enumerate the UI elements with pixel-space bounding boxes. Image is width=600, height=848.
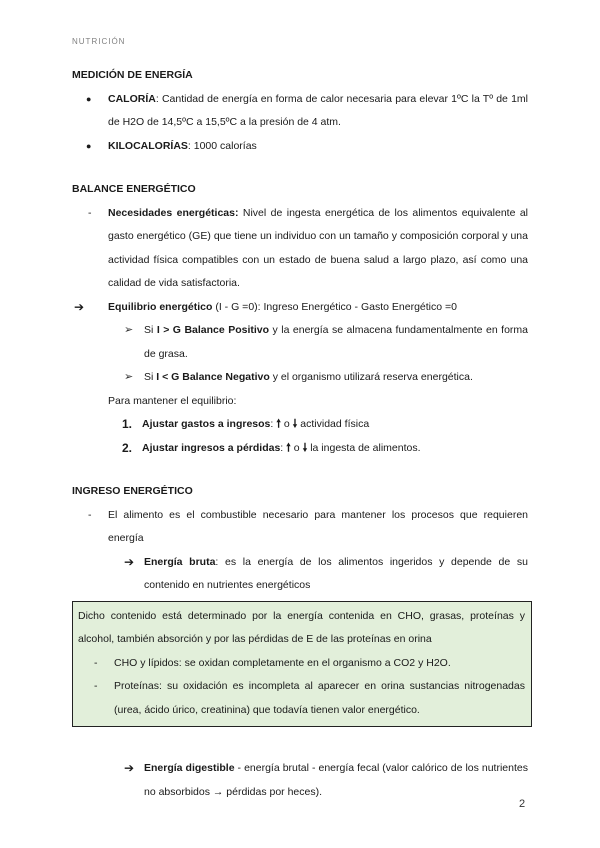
list-item: - CHO y lípidos: se oxidan completamente en el organismo a CO2 y H2O. bbox=[78, 652, 525, 676]
condition: I > G Balance Positivo bbox=[156, 324, 270, 336]
section-heading-ingreso: INGRESO ENERGÉTICO bbox=[72, 485, 193, 497]
highlight-box bbox=[72, 601, 532, 728]
term: KILOCALORÍAS bbox=[108, 139, 188, 152]
list-item: ● CALORÍA: Cantidad de energía en forma de calor necesaria para elevar 1ºC la Tº de 1ml de H2O de 14,5ºC a 15,5ºC a la presión de 4 atm. bbox=[72, 88, 528, 135]
running-header: NUTRICIÓN bbox=[72, 37, 126, 46]
term: Equilibrio energético bbox=[108, 300, 213, 313]
section-heading-medicion: MEDICIÓN DE ENERGÍA bbox=[72, 69, 193, 81]
arrow-right-icon: ➔ bbox=[124, 761, 135, 775]
list-item: ➔ Energía digestible - energía brutal - energía fecal (valor calórico de los nutrientes no absorbidos → pérdidas por heces). bbox=[72, 757, 528, 804]
arrowhead-icon: ➢ bbox=[124, 371, 134, 383]
arrow-up-icon: 🠕 bbox=[286, 441, 291, 454]
section-heading-balance: BALANCE ENERGÉTICO bbox=[72, 183, 196, 195]
list-item: 1. Ajustar gastos a ingresos: 🠕 o 🠗 actividad física bbox=[72, 413, 528, 437]
list-item: 2. Ajustar ingresos a pérdidas: 🠕 o 🠗 la ingesta de alimentos. bbox=[72, 437, 528, 461]
term: Energía bruta bbox=[144, 555, 216, 568]
term: Energía digestible bbox=[144, 762, 235, 774]
list-item: ● KILOCALORÍAS: 1000 calorías bbox=[72, 135, 528, 159]
dash-marker: - bbox=[94, 680, 98, 692]
list-item: ➢ Si I < G Balance Negativo y el organismo utilizará reserva energética. bbox=[72, 366, 528, 390]
arrow-right-icon: ➔ bbox=[124, 554, 135, 569]
dash-marker: - bbox=[88, 508, 92, 521]
bullet-icon: ● bbox=[86, 93, 92, 104]
arrow-right-icon: ➔ bbox=[74, 299, 85, 314]
page-content bbox=[72, 64, 528, 804]
list-item: - El alimento es el combustible necesario para mantener los procesos que requieren energía bbox=[72, 504, 528, 551]
arrowhead-icon: ➢ bbox=[124, 324, 134, 336]
dash-marker: - bbox=[94, 656, 98, 669]
list-item: - Proteínas: su oxidación es incompleta al aparecer en orina sustancias nitrogenadas (urea, ácido úrico, creatinina) que todavía tienen valor energético. bbox=[78, 675, 525, 722]
number-marker: 1. bbox=[122, 417, 133, 431]
term: CALORÍA bbox=[108, 92, 156, 105]
box-paragraph: Dicho contenido está determinado por la energía contenida en CHO, grasas, proteínas y alcohol, también absorción y por las pérdidas de E de las proteínas en orina bbox=[78, 609, 525, 645]
dash-marker: - bbox=[88, 206, 92, 219]
condition: I < G Balance Negativo bbox=[156, 371, 270, 383]
arrow-down-icon: 🠗 bbox=[292, 418, 298, 430]
list-item: ➔ Energía bruta: es la energía de los alimentos ingeridos y depende de su contenido en nutrientes energéticos bbox=[72, 551, 528, 598]
list-item: ➢ Si I > G Balance Positivo y la energía se almacena fundamentalmente en forma de grasa. bbox=[72, 319, 528, 366]
paragraph: Para mantener el equilibrio: bbox=[108, 394, 237, 407]
bullet-icon: ● bbox=[86, 140, 92, 151]
list-item: ➔ Equilibrio energético (I - G =0): Ingreso Energético - Gasto Energético =0 bbox=[72, 296, 528, 320]
number-marker: 2. bbox=[122, 440, 133, 455]
list-item: - Necesidades energéticas: Nivel de ingesta energética de los alimentos equivalente al gasto energético (GE) que tiene un individuo con un tamaño y composición corporal y una actividad física compatibles con un estado de buena salud a largo plazo, así como una calidad de vida satisfactoria. bbox=[72, 202, 528, 296]
arrow-up-icon: 🠕 bbox=[276, 418, 281, 430]
page-number: 2 bbox=[519, 798, 526, 810]
term: Necesidades energéticas: bbox=[108, 206, 239, 219]
arrow-down-icon: 🠗 bbox=[302, 441, 308, 454]
